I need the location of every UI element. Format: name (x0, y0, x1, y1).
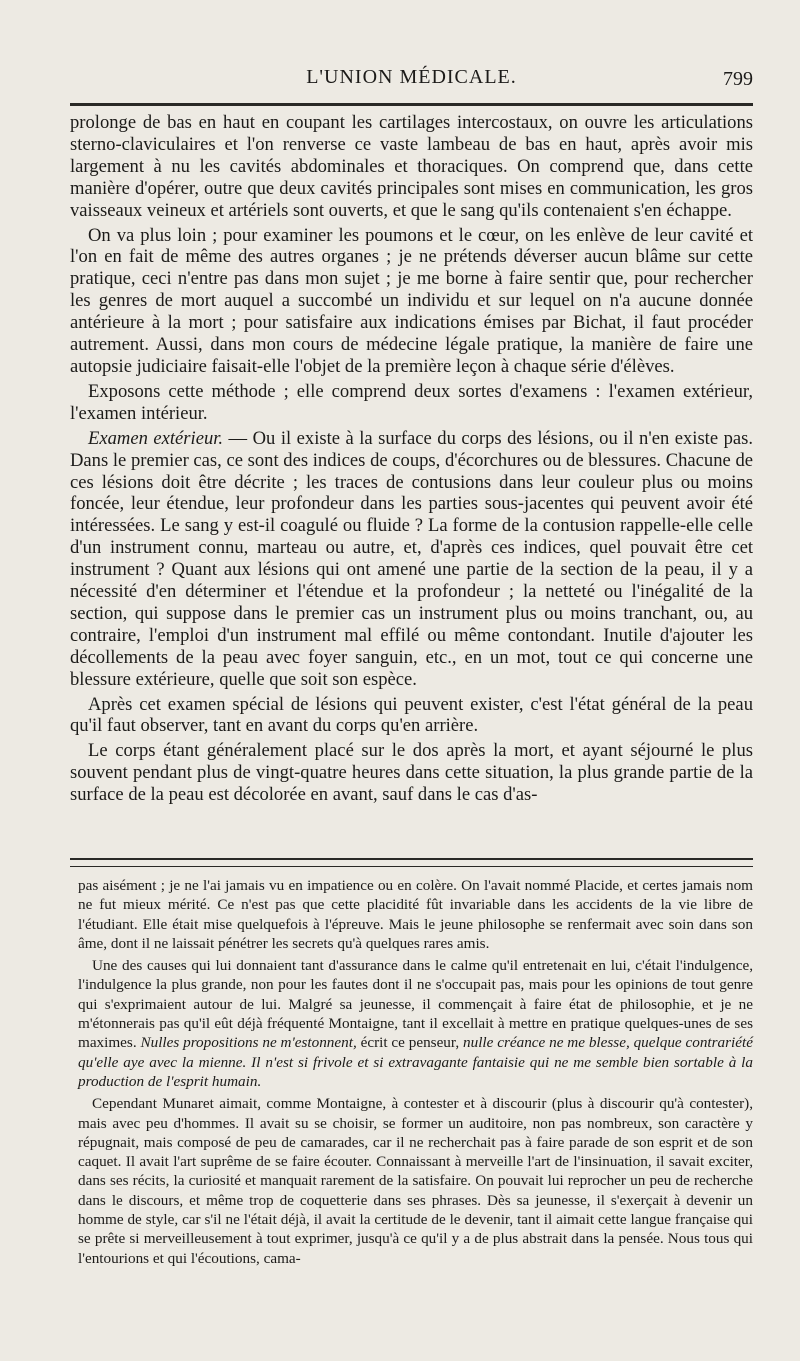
feuilleton-paragraph-2-text: Une des causes qui lui donnaient tant d'assurance dans le calme qu'il entretenait en lui, c'était l'indulgence, l'indulgence la plus grande, non pour les fautes dont il ne s'occupait pas, mais pour les opinions de tout genre qui s'exprimaient autour de lui. Malgré sa jeunesse, il commençait à faire état de philosophie, et je ne m'étonnerais pas qu'il eût déjà fréquenté Montaigne, tant il excellait à mettre en pratique quelques-unes de ses maximes. (78, 957, 753, 1052)
paragraph-6: Le corps étant généralement placé sur le dos après la mort, et ayant séjourné le plus souvent pendant plus de vingt-quatre heures dans cette situation, la plus grande partie de la surface de la peau est décolorée en avant, sauf dans le cas d'as- (70, 740, 753, 806)
paragraph-2: On va plus loin ; pour examiner les poumons et le cœur, on les enlève de leur cavité et l'on en fait de même des autres organes ; je ne prétends déverser aucun blâme sur cette pratique, ceci n'entre pas dans mon sujet ; je me borne à faire sentir que, pour rechercher les genres de mort auquel a succombé un individu et sur lequel on n'a aucune donnée antérieure à la mort ; pour satisfaire aux indications émises par Bichat, il faut procéder autrement. Aussi, dans mon cours de médecine légale pratique, la manière de faire une autopsie judiciaire faisait-elle l'objet de la première leçon à chaque série d'élèves. (70, 224, 753, 377)
main-article (70, 112, 753, 809)
montaigne-quote-1: Nulles propositions ne m'estonnent, (140, 1034, 357, 1052)
feuilleton-paragraph-2-mid: écrit ce penseur, (356, 1034, 463, 1052)
feuilleton-section (78, 876, 753, 1271)
page-number: 799 (723, 68, 753, 90)
paragraph-5: Après cet examen spécial de lésions qui peuvent exister, c'est l'état général de la peau qu'il faut observer, tant en avant du corps qu'en arrière. (70, 693, 753, 737)
header-rule (70, 103, 753, 106)
paragraph-4-text: — Ou il existe à la surface du corps des lésions, ou il n'en existe pas. Dans le premier cas, ce sont des indices de coups, d'écorchures ou de blessures. Chacune de ces lésions doit être décrite ; les traces de contusions dans leur couleur plus ou moins foncée, leur étendue, leur profondeur dans les parties sous-jacentes qui peuvent avoir été intéressées. Le sang y est-il coagulé ou fluide ? La forme de la contusion rappelle-elle celle d'un instrument connu, marteau ou autre, et, d'après ces indices, quel pouvait être cet instrument ? Quant aux lésions qui ont amené une partie de la section de la peau, il y a nécessité d'en déterminer et l'étendue et la profondeur ; la netteté ou l'inégalité de la section, qui suppose dans le premier cas un instrument plus ou moins tranchant, ou, au contraire, l'emploi d'un instrument mal effilé ou même contondant. Inutile d'ajouter les décollements de la peau avec foyer sanguin, etc., en un mot, tout ce qui concerne une blessure extérieure, quelle que soit son espèce. (70, 427, 754, 690)
feuilleton-rule (70, 858, 753, 867)
feuilleton-paragraph-2 (78, 956, 753, 1091)
paragraph-1: prolonge de bas en haut en coupant les cartilages intercostaux, on ouvre les articulations sterno-claviculaires et l'on renverse ce vaste lambeau de bas en haut, après avoir mis largement à nu les cavités abdominales et thoraciques. On comprend que, dans cette manière d'opérer, outre que deux cavités principales sont mises en communication, les gros vaisseaux veineux et artériels sont ouverts, et que le sang qu'ils contenaient s'en échappe. (70, 112, 753, 221)
paragraph-4 (70, 428, 753, 691)
feuilleton-paragraph-1: pas aisément ; je ne l'ai jamais vu en impatience ou en colère. On l'avait nommé Placide, et certes jamais nom ne fut mieux mérité. Ce n'est pas que cette placidité fût invariable dans les accidents de la vie libre de l'étudiant. Elle était mise quelquefois à l'épreuve. Mais le jeune philosophe se renfermait avec soin dans son âme, dont il ne laissait pénétrer les secrets qu'à quelques rares amis. (78, 877, 753, 952)
paragraph-3: Exposons cette méthode ; elle comprend deux sortes d'examens : l'examen extérieur, l'examen intérieur. (70, 380, 753, 424)
page-header (70, 66, 753, 96)
section-label-examen-exterieur: Examen extérieur. (88, 427, 224, 449)
feuilleton-paragraph-3: Cependant Munaret aimait, comme Montaigne, à contester et à discourir (plus à discourir qu'à contester), mais avec peu d'hommes. Il avait su se choisir, se former un auditoire, non pas nombreux, son caractère y répugnait, mais composé de peu de camarades, car il ne recherchait pas à faire parade de son esprit et de son caquet. Il avait l'art suprême de se faire écouter. Connaissant à merveille l'art de l'insinuation, il savait exciter, dans ses récits, la curiosité et manquait rarement de la satisfaire. On pouvait lui reprocher un peu de recherche dans le discours, et même trop de coquetterie dans ses phrases. Dès sa jeunesse, il s'exerçait à devenir un homme de style, car s'il ne l'était déjà, il avait la certitude de le devenir, tant il aimait cette langue française qui se prête si merveilleusement à tout exprimer, jusqu'à ce qu'il y a de plus abstrait dans la pensée. Nous tous qui l'entourions et qui l'écoutions, cama- (78, 1095, 753, 1267)
running-head: L'UNION MÉDICALE. (306, 66, 517, 88)
montaigne-quote-2: nulle créance ne me blesse, quelque contrariété qu'elle aye avec la mienne. Il n'est si frivole et si extravagante fantaisie qui ne me semble bien sortable à la production de l'esprit humain. (78, 1034, 753, 1090)
